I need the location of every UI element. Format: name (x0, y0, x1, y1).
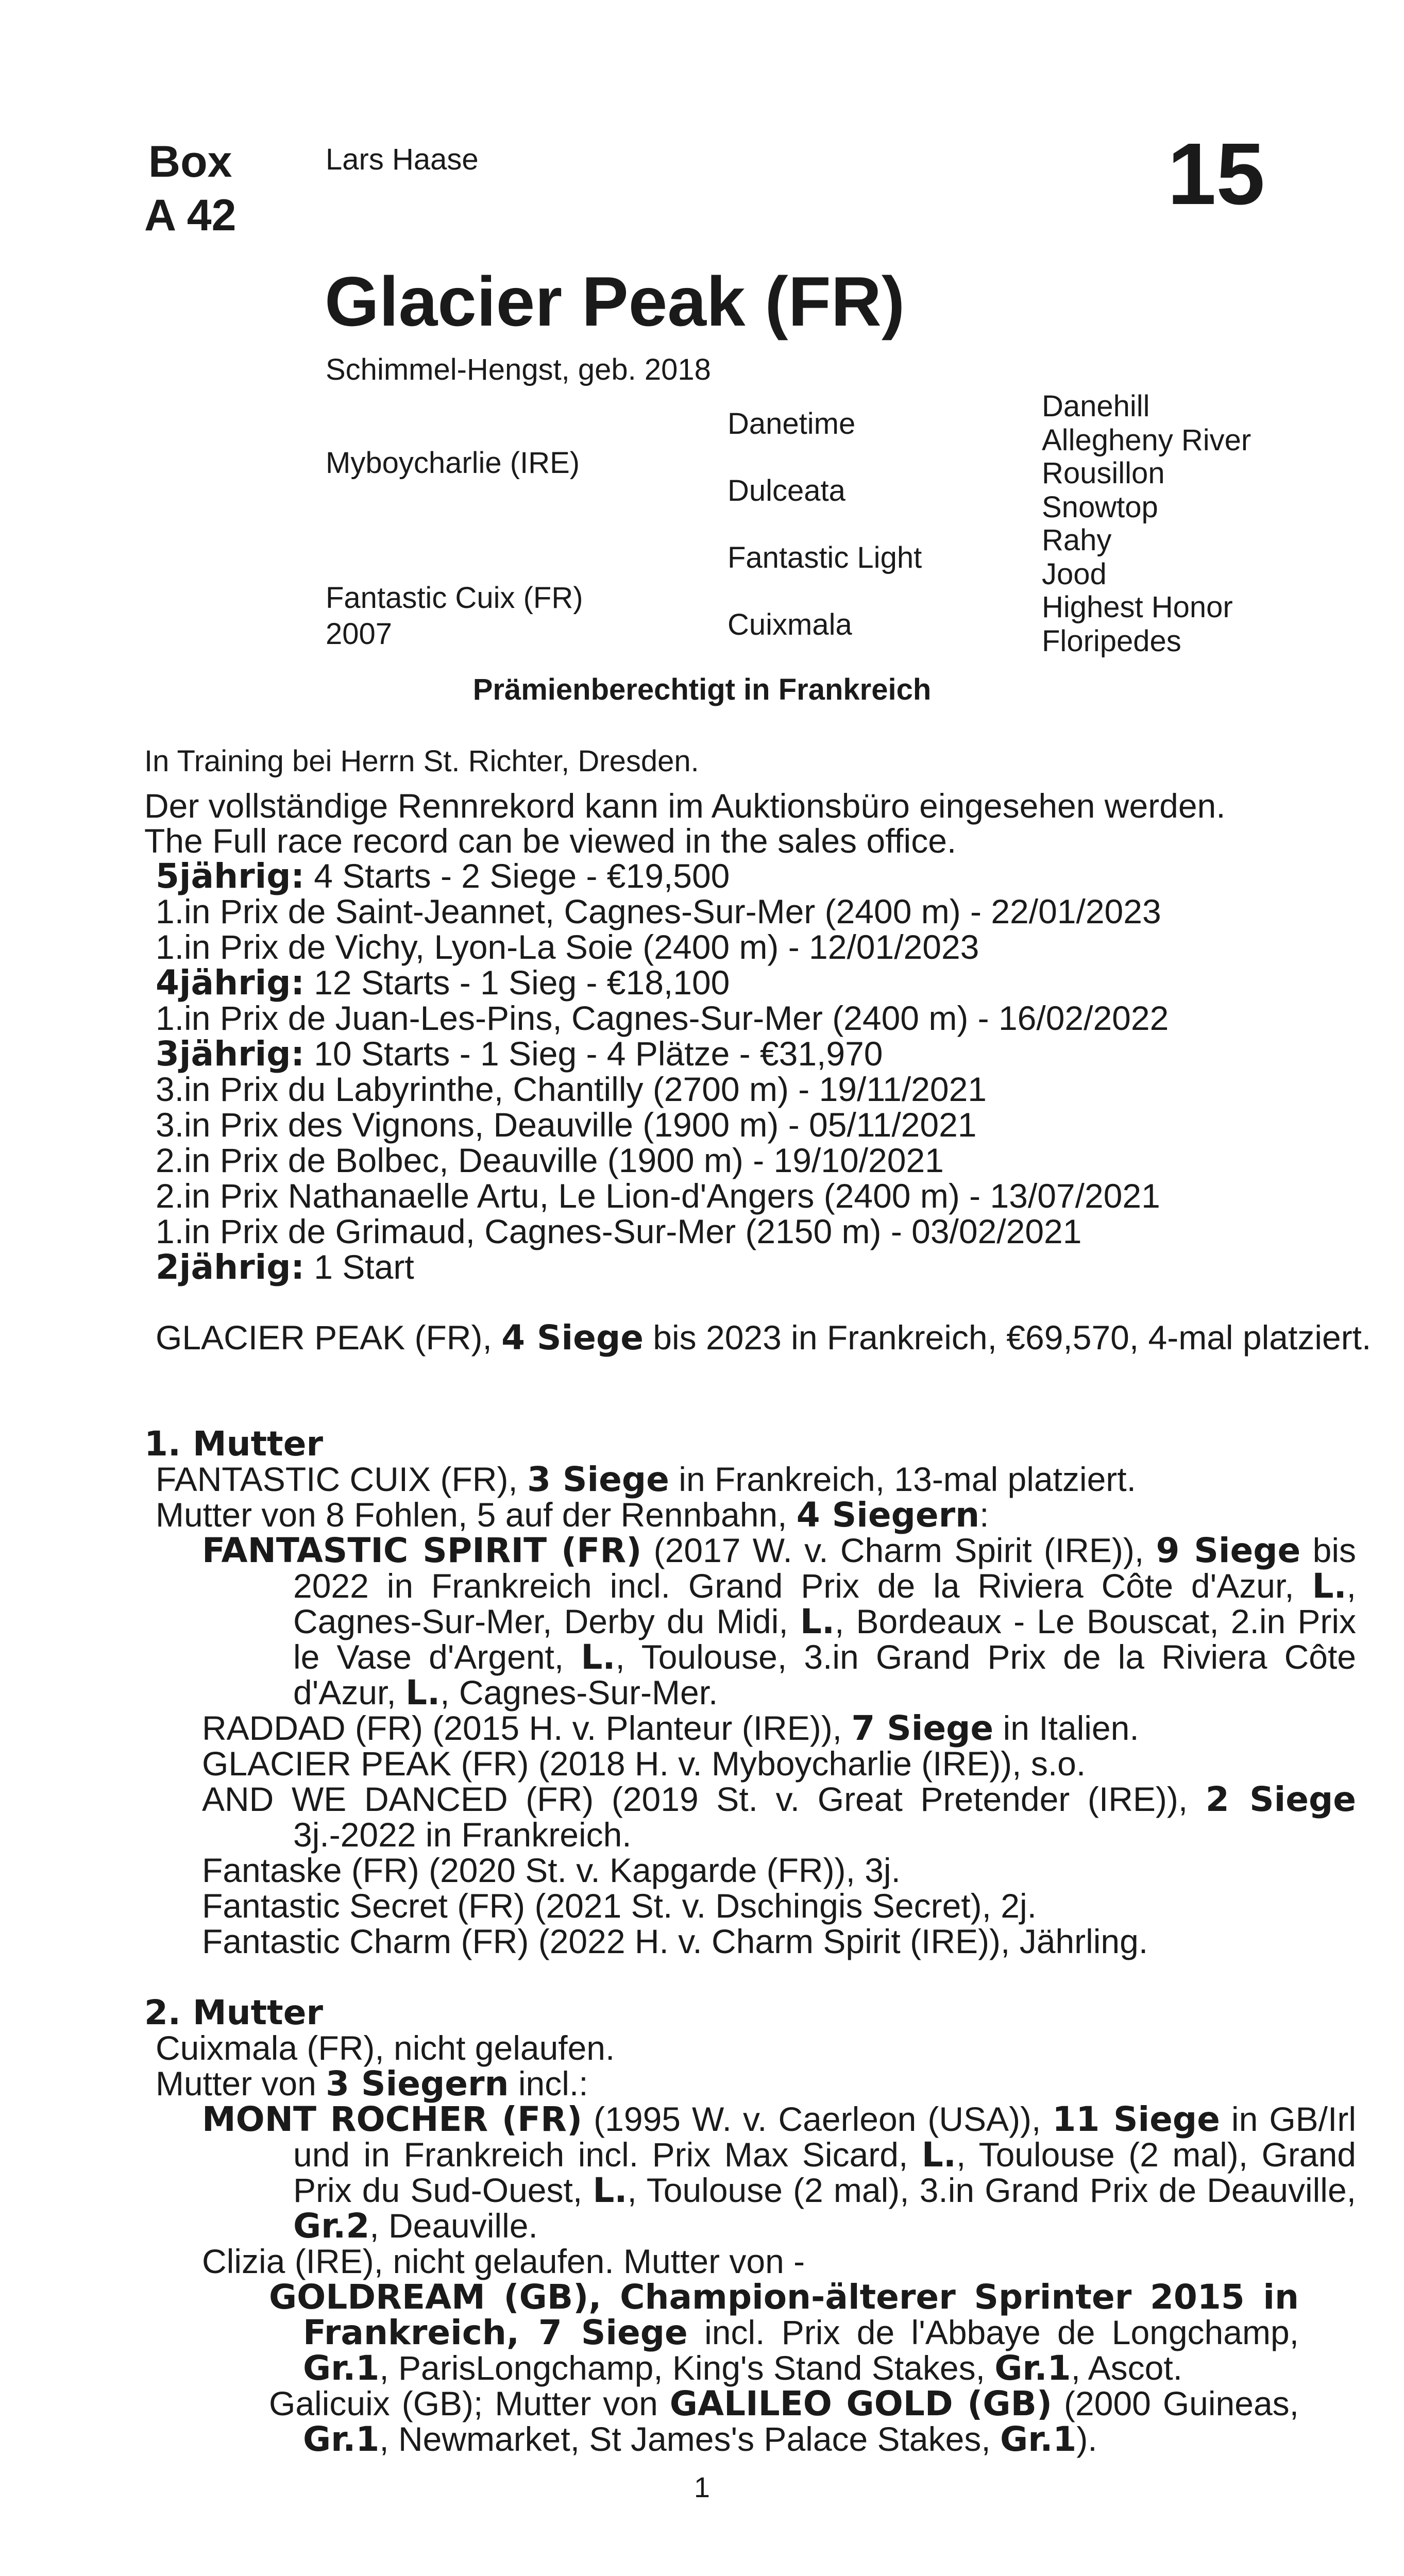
box-label (144, 135, 236, 242)
produce-entry: MONT ROCHER (FR) (1995 W. v. Caerleon (USA)), 11 Siege in GB/Irl und in Frankreich incl. Prix Max Sicard, L., Toulouse (2 mal), Grand Prix du Sud-Ouest, L., Toulouse (2 mal), 3.in Grand Prix de Deauville, Gr.2, Deauville. (202, 2099, 1357, 2246)
pedigree-gen3-5: Rahy (1042, 523, 1112, 557)
box-label-line1: Box (148, 137, 232, 187)
eligibility-note: Prämienberechtigt in Frankreich (472, 673, 932, 706)
pedigree-dam-year: 2007 (326, 617, 393, 651)
pedigree-gen3-8: Floripedes (1042, 624, 1181, 658)
race-record-line: 2.in Prix Nathanaelle Artu, Le Lion-d'Angers (2400 m) - 13/07/2021 (156, 1177, 1160, 1215)
foal-entry: FANTASTIC SPIRIT (FR) (2017 W. v. Charm Spirit (IRE)), 9 Siege bis 2022 in Frankreich incl. Grand Prix de la Riviera Côte d'Azur, L., Cagnes-Sur-Mer, Derby du Midi, L., Bordeaux - Le Bouscat, 2.in Prix le Vase d'Argent, L., Toulouse, 3.in Grand Prix de la Riviera Côte d'Azur, L., Cagnes-Sur-Mer. (202, 1531, 1357, 1713)
grand-produce-entry: GOLDREAM (GB), Champion-älterer Sprinter 2015 in Frankreich, 7 Siege incl. Prix de l'Abbaye de Longchamp, Gr.1, ParisLongchamp, King's Stand Stakes, Gr.1, Ascot. (269, 2277, 1299, 2388)
consignor: Lars Haase (326, 143, 479, 176)
pedigree-gen3-4: Snowtop (1042, 490, 1158, 524)
horse-description: Schimmel-Hengst, geb. 2018 (326, 353, 711, 386)
pedigree-sire: Myboycharlie (IRE) (326, 446, 580, 480)
second-dam-produce-line: Mutter von 3 Siegern incl.: (156, 2064, 588, 2104)
foal-entry: Fantastic Charm (FR) (2022 H. v. Charm Spirit (IRE)), Jährling. (202, 1922, 1148, 1960)
race-record-line: 3.in Prix des Vignons, Deauville (1900 m) - 05/11/2021 (156, 1106, 977, 1144)
pedigree-gen2-1: Danetime (728, 407, 856, 440)
foal-entry: AND WE DANCED (FR) (2019 St. v. Great Pretender (IRE)), 2 Siege 3j.-2022 in Frankreich. (202, 1780, 1356, 1854)
training-note: In Training bei Herrn St. Richter, Dresden. (144, 744, 699, 778)
horse-name: Glacier Peak (FR) (325, 262, 905, 341)
second-dam-line: Cuixmala (FR), nicht gelaufen. (156, 2029, 615, 2067)
second-dam-heading: 2. Mutter (144, 1993, 324, 2032)
race-record-line: 1.in Prix de Grimaud, Cagnes-Sur-Mer (2150 m) - 03/02/2021 (156, 1212, 1082, 1250)
pedigree-dam: Fantastic Cuix (FR) (326, 581, 583, 615)
pedigree-gen3-2: Allegheny River (1042, 423, 1251, 457)
performance-summary: GLACIER PEAK (FR), 4 Siege bis 2023 in Frankreich, €69,570, 4-mal platziert. (156, 1318, 1372, 1358)
race-record-line: 2jährig: 1 Start (156, 1247, 414, 1287)
race-record-line: 1.in Prix de Juan-Les-Pins, Cagnes-Sur-Mer (2400 m) - 16/02/2022 (156, 999, 1169, 1037)
box-label-line2: A 42 (144, 191, 236, 240)
grand-produce-entry: Galicuix (GB); Mutter von GALILEO GOLD (GB) (2000 Guineas, Gr.1, Newmarket, St James's Palace Stakes, Gr.1). (269, 2384, 1299, 2459)
pedigree-gen3-3: Rousillon (1042, 456, 1165, 490)
page-number: 1 (693, 2471, 711, 2503)
foal-entry: GLACIER PEAK (FR) (2018 H. v. Myboycharlie (IRE)), s.o. (202, 1744, 1086, 1783)
pedigree-gen2-4: Cuixmala (728, 608, 852, 641)
first-dam-line: FANTASTIC CUIX (FR), 3 Siege in Frankreich, 13-mal platziert. (156, 1460, 1136, 1499)
produce-entry: Clizia (IRE), nicht gelaufen. Mutter von - (202, 2242, 805, 2280)
race-record-line: 5jährig: 4 Starts - 2 Siege - €19,500 (156, 856, 730, 896)
pedigree-gen2-3: Fantastic Light (728, 541, 922, 574)
pedigree-gen3-1: Danehill (1042, 389, 1150, 423)
race-record-line: 2.in Prix de Bolbec, Deauville (1900 m) - 19/10/2021 (156, 1141, 944, 1179)
race-record-line: 3.in Prix du Labyrinthe, Chantilly (2700 m) - 19/11/2021 (156, 1070, 987, 1108)
pedigree-gen2-2: Dulceata (728, 474, 845, 507)
first-dam-heading: 1. Mutter (144, 1424, 324, 1464)
race-record-line: 1.in Prix de Vichy, Lyon-La Soie (2400 m) - 12/01/2023 (156, 928, 979, 966)
lot-number: 15 (1167, 125, 1265, 223)
record-note-de: Der vollständige Rennrekord kann im Auktionsbüro eingesehen werden. (144, 787, 1226, 825)
race-record-line: 4jährig: 12 Starts - 1 Sieg - €18,100 (156, 963, 730, 1003)
race-record-line: 3jährig: 10 Starts - 1 Sieg - 4 Plätze - €31,970 (156, 1034, 883, 1074)
race-record-line: 1.in Prix de Saint-Jeannet, Cagnes-Sur-Mer (2400 m) - 22/01/2023 (156, 892, 1161, 930)
pedigree-gen3-6: Jood (1042, 557, 1107, 591)
first-dam-produce-line: Mutter von 8 Fohlen, 5 auf der Rennbahn, 4 Siegern: (156, 1495, 989, 1535)
foal-entry: RADDAD (FR) (2015 H. v. Planteur (IRE)), 7 Siege in Italien. (202, 1708, 1139, 1748)
foal-entry: Fantastic Secret (FR) (2021 St. v. Dschingis Secret), 2j. (202, 1887, 1037, 1925)
record-note-en: The Full race record can be viewed in the sales office. (144, 822, 957, 860)
pedigree-gen3-7: Highest Honor (1042, 590, 1233, 624)
foal-entry: Fantaske (FR) (2020 St. v. Kapgarde (FR)), 3j. (202, 1851, 901, 1889)
